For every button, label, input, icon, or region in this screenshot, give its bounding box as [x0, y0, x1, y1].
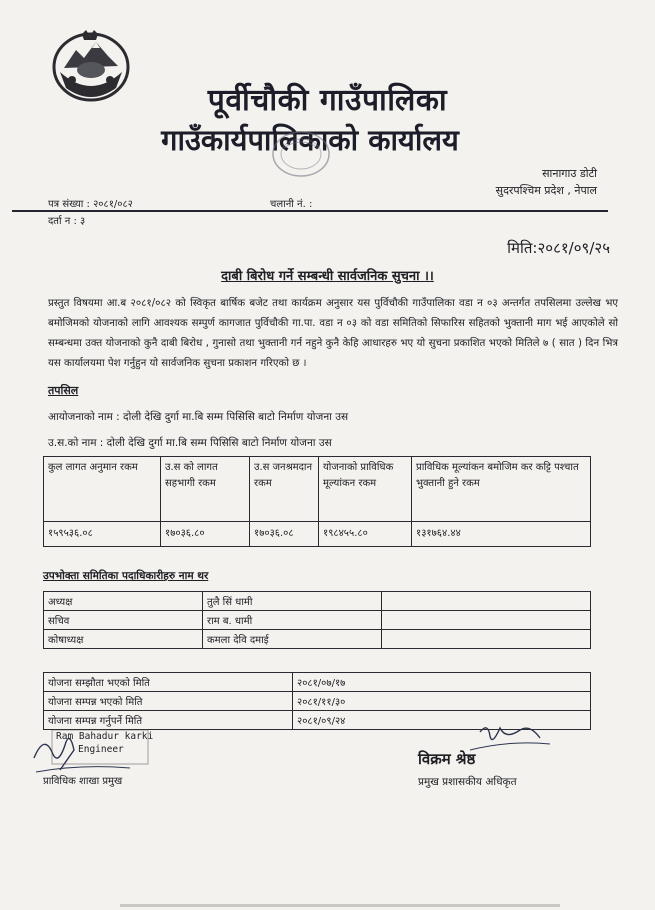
- cost-cell-labor: १७०३६.०८: [250, 522, 319, 547]
- committee-name: उ.स.को नाम : दोली देखि दुर्गा मा.बि सम्म पिसिसि बाटो निर्माण योजना उस: [48, 437, 332, 449]
- letter-number: पत्र संख्या : २०८१/०८२: [48, 199, 133, 210]
- cost-cell-total: १५९५३६.०८: [44, 522, 161, 547]
- officials-heading: उपभोक्ता समितिका पदाधिकारीहरु नाम थर: [43, 570, 209, 582]
- cost-table-header-row: [44, 457, 591, 522]
- cost-table: [43, 456, 591, 547]
- cost-header-contribution: उ.स को लागत सहभागी रकम: [161, 457, 250, 522]
- header-divider: [12, 210, 608, 212]
- official-name: राम ब. धामी: [203, 611, 382, 630]
- official-signature-cell: [382, 592, 591, 611]
- table-row: [44, 673, 591, 692]
- date-label: योजना सम्पन्न भएको मिति: [44, 692, 293, 711]
- engineer-stamp: [56, 730, 153, 756]
- officials-table: [43, 591, 591, 649]
- technical-head-role: प्राविधिक शाखा प्रमुख: [43, 776, 123, 787]
- page-bottom-edge: [120, 904, 560, 907]
- cost-cell-contribution: १७०३६.८०: [161, 522, 250, 547]
- dispatch-number: चलानी नं. :: [270, 199, 313, 210]
- project-name: आयोजनाको नाम : दोली देखि दुर्गा मा.बि सम्म पिसिसि बाटो निर्माण योजना उस: [48, 411, 349, 423]
- notice-heading: दाबी बिरोध गर्ने सम्बन्धी सार्वजनिक सुचना ।।: [221, 269, 434, 284]
- cost-header-evaluation: योजनाको प्राविधिक मूल्यांकन रकम: [319, 457, 412, 522]
- office-address: [496, 165, 597, 199]
- details-label: तपसिल: [48, 384, 79, 397]
- date-label: योजना सम्झौता भएको मिति: [44, 673, 293, 692]
- date-value: २०८१/०७/१७: [293, 673, 591, 692]
- officer-name: विक्रम श्रेष्ठ: [418, 750, 476, 768]
- official-name: कमला देवि दमाई: [203, 630, 382, 649]
- official-role: अध्यक्ष: [44, 592, 203, 611]
- office-stamp-icon: [270, 128, 332, 180]
- engineer-title: Engineer: [78, 744, 124, 755]
- address-line-1: सानागाउ डोटी: [542, 167, 597, 180]
- date-value: २०८१/०९/२४: [293, 711, 591, 730]
- date-label: योजना सम्पन्न गर्नुपर्ने मिति: [44, 711, 293, 730]
- address-line-2: सुदरपश्चिम प्रदेश , नेपाल: [495, 184, 597, 197]
- official-role: सचिव: [44, 611, 203, 630]
- table-row: [44, 692, 591, 711]
- cost-header-payable: प्राविधिक मूल्यांकन बमोजिम कर कट्टि पश्चात भुक्तानी हुने रकम: [412, 457, 591, 522]
- cost-cell-evaluation: १९८४५५.८०: [319, 522, 412, 547]
- table-row: [44, 522, 591, 547]
- table-row: [44, 592, 591, 611]
- registration-number: दर्ता न : ३: [48, 216, 86, 227]
- table-row: [44, 630, 591, 649]
- cost-cell-payable: १३१७६४.४४: [412, 522, 591, 547]
- notice-body: प्रस्तुत विषयमा आ.ब २०८१/०८२ को स्विकृत बार्षिक बजेट तथा कार्यक्रम अनुसार यस पुर्विचौकी गाउँपालिका वडा न ०३ अन्तर्गत तपसिलमा उल्लेख भए बमोजिमको योजनाको लागि आवश्यक सम्पुर्ण कागजात पुर्विचौकी गा.पा. वडा न ०३ को वडा समितिको सिफारिस सहितको भुक्तानी माग भई आएकोले सो सम्बन्धमा उक्त योजनाको कुनै दाबी बिरोध , गुनासो तथा भुक्तानी गर्न नहुने कुनै केहि आधारहरु भए यो सुचना प्रकाशित भएको मितिले ७ ( सात ) दिन भित्र यस कार्यालयमा पेश गर्नुहुन यो सार्वजनिक सुचना प्रकाशन गरिएको छ ।: [48, 298, 618, 369]
- officer-role: प्रमुख प्रशासकीय अधिकृत: [418, 776, 517, 788]
- municipality-title: पूर्वीचौकी गाउँपालिका: [207, 83, 448, 118]
- official-role: कोषाध्यक्ष: [44, 630, 203, 649]
- official-signature-cell: [382, 630, 591, 649]
- date-value: २०८१/११/३०: [293, 692, 591, 711]
- engineer-name: Ram Bahadur karki: [56, 731, 154, 742]
- office-title: गाउँकार्यपालिकाको कार्यालय: [161, 123, 459, 157]
- table-row: [44, 611, 591, 630]
- official-name: तुलै सिं धामी: [203, 592, 382, 611]
- notice-date: मिति:२०८१/०९/२५: [507, 239, 610, 257]
- cost-header-labor: उ.स जनश्रमदान रकम: [250, 457, 319, 522]
- cost-header-total: कुल लागत अनुमान रकम: [44, 457, 161, 522]
- official-signature-cell: [382, 611, 591, 630]
